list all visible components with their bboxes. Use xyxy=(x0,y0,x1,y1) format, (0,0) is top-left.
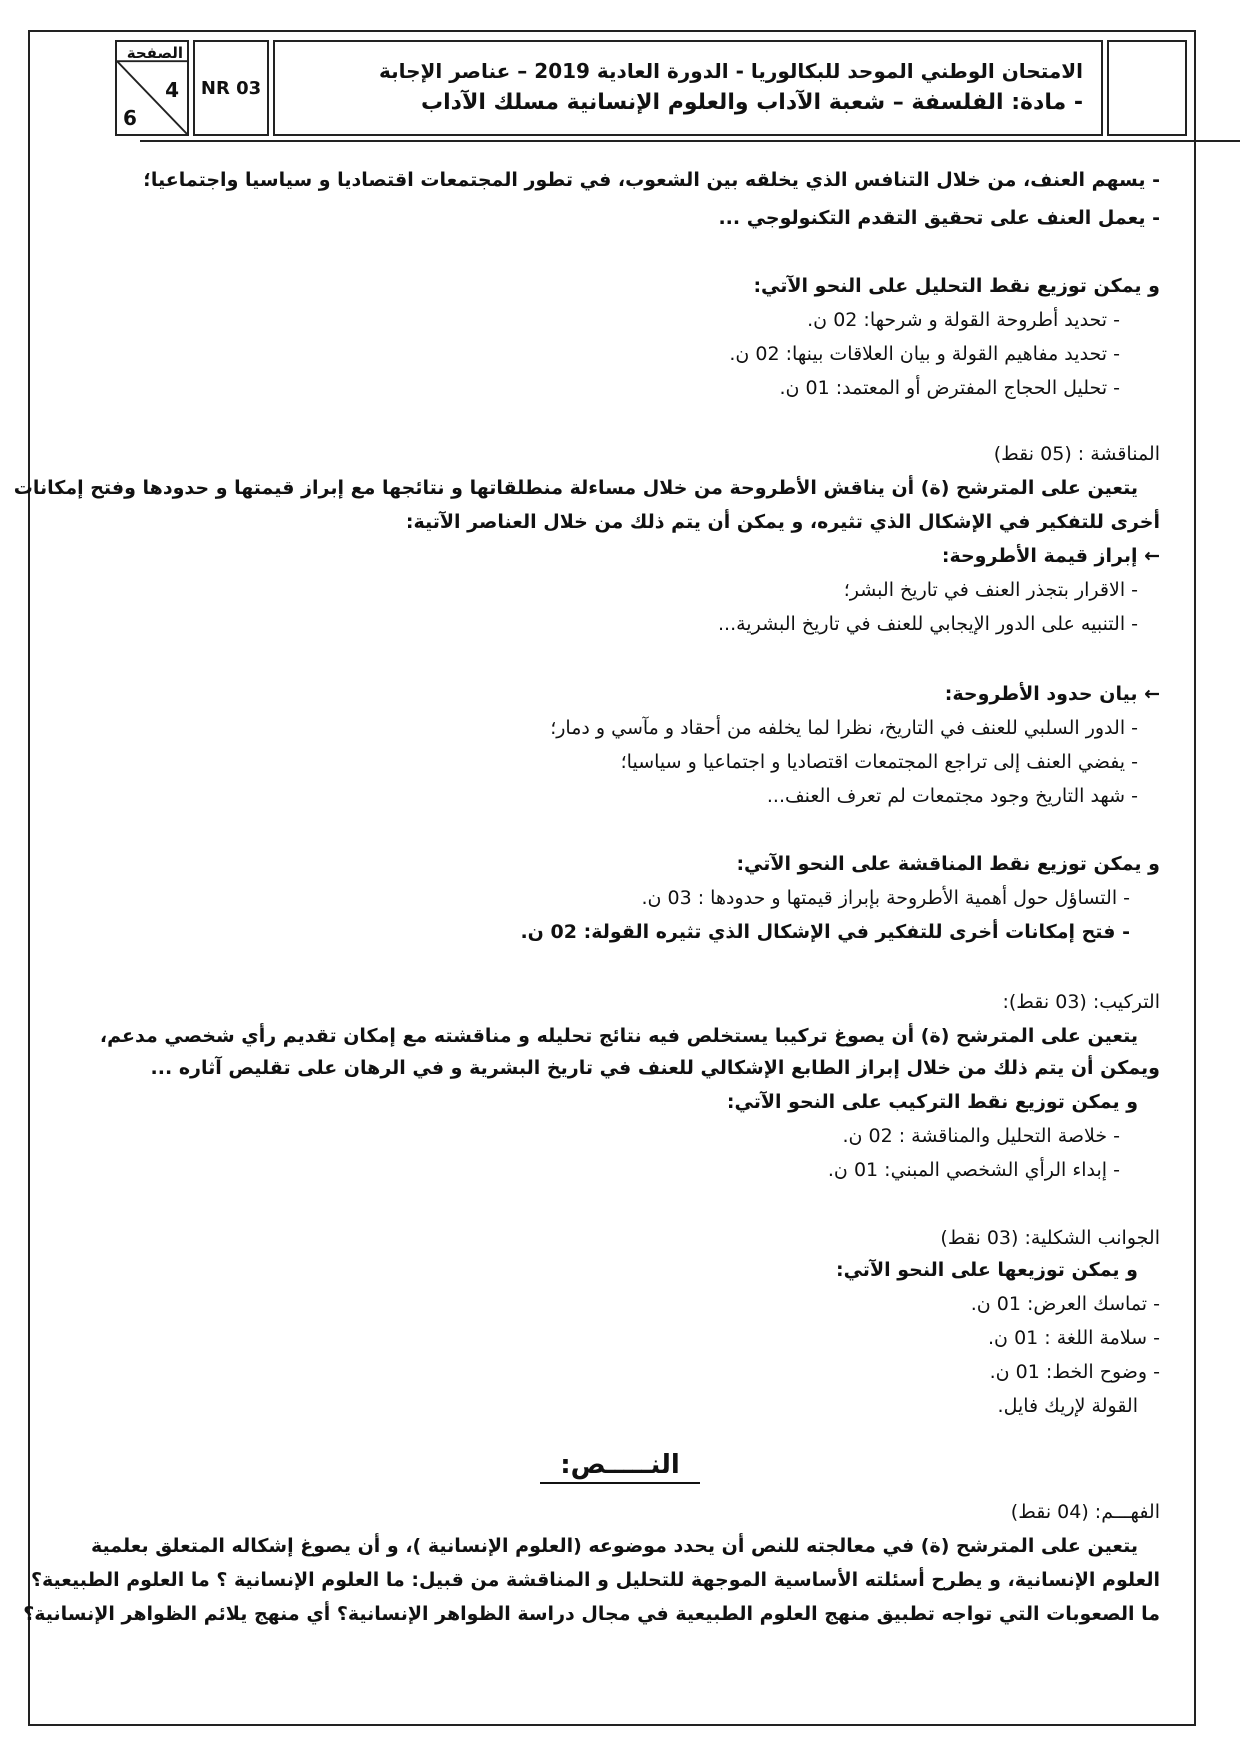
text-line: - الاقرار بتجذر العنف في تاريخ البشر؛ xyxy=(843,579,1138,601)
text-line: و يمكن توزيع نقط المناقشة على النحو الآتي: xyxy=(736,853,1160,875)
page-total: 6 xyxy=(123,106,137,130)
text-line: - تحديد مفاهيم القولة و بيان العلاقات بينها: 02 ن. xyxy=(729,343,1120,365)
text-line: يتعين على المترشح (ة) أن يصوغ تركيبا يستخلص فيه نتائج تحليله و مناقشته مع إمكان تقديم رأي شخصي مدعم، xyxy=(99,1025,1138,1047)
text-line: القولة لإريك فايل. xyxy=(997,1395,1138,1417)
text-line: ← بيان حدود الأطروحة: xyxy=(944,683,1160,705)
exam-code: NR 03 xyxy=(193,40,269,136)
text-line: و يمكن توزيع نقط التركيب على النحو الآتي: xyxy=(726,1091,1138,1113)
text-line: ويمكن أن يتم ذلك من خلال إبراز الطابع الإشكالي للعنف في تاريخ البشرية و في الرهان على تقليص آثاره ... xyxy=(150,1057,1160,1079)
exam-title: الامتحان الوطني الموحد للبكالوريا - الدورة العادية 2019 – عناصر الإجابة xyxy=(378,59,1083,83)
text-line: - تحليل الحجاج المفترض أو المعتمد: 01 ن. xyxy=(779,377,1120,399)
text-line: - تماسك العرض: 01 ن. xyxy=(970,1293,1160,1315)
text-line: يتعين على المترشح (ة) أن يناقش الأطروحة من خلال مساءلة منطلقاتها و نتائجها مع إبراز قيمتها و حدودها وفتح إمكانات xyxy=(13,477,1138,499)
text-line: العلوم الإنسانية، و يطرح أسئلته الأساسية الموجهة للتحليل و المناقشة من قبيل: ما العلوم الإنسانية ؟ ما العلوم الطبيعية؟ xyxy=(30,1569,1160,1591)
text-line: - التساؤل حول أهمية الأطروحة بإبراز قيمتها و حدودها : 03 ن. xyxy=(641,887,1130,909)
page-number-box xyxy=(115,40,189,136)
text-title-label: النـــــص: xyxy=(540,1450,700,1484)
text-line: أخرى للتفكير في الإشكال الذي تثيره، و يمكن أن يتم ذلك من خلال العناصر الآتية: xyxy=(405,511,1160,533)
exam-title-box xyxy=(273,40,1103,136)
text-line: - يعمل العنف على تحقيق التقدم التكنولوجي ... xyxy=(718,207,1160,229)
text-line: و يمكن توزيع نقط التحليل على النحو الآتي: xyxy=(753,275,1160,297)
section-heading: الفهـــم: (04 نقط) xyxy=(1010,1501,1160,1523)
section-heading: التركيب: (03 نقط): xyxy=(1002,991,1160,1013)
exam-subject: - مادة: الفلسفة – شعبة الآداب والعلوم الإنسانية مسلك الآداب xyxy=(421,90,1083,115)
text-line: - وضوح الخط: 01 ن. xyxy=(989,1361,1160,1383)
page-label: الصفحة xyxy=(126,44,183,62)
text-line: يتعين على المترشح (ة) في معالجته للنص أن يحدد موضوعه (العلوم الإنسانية )، و أن يصوغ إشكاله المتعلق بعلمية xyxy=(90,1535,1138,1557)
header-rule xyxy=(140,140,1240,142)
section-heading: المناقشة : (05 نقط) xyxy=(993,443,1160,465)
text-title xyxy=(0,1450,1240,1480)
text-line: - الدور السلبي للعنف في التاريخ، نظرا لما يخلفه من أحقاد و مآسي و دمار؛ xyxy=(550,717,1138,739)
text-line: - سلامة اللغة : 01 ن. xyxy=(988,1327,1160,1349)
text-line: - شهد التاريخ وجود مجتمعات لم تعرف العنف... xyxy=(766,785,1138,807)
text-line: - يسهم العنف، من خلال التنافس الذي يخلقه بين الشعوب، في تطور المجتمعات اقتصاديا و سياسيا واجتماعيا؛ xyxy=(143,169,1160,191)
section-heading: الجوانب الشكلية: (03 نقط) xyxy=(940,1227,1160,1249)
header-blank-cell xyxy=(1107,40,1187,136)
text-line: - فتح إمكانات أخرى للتفكير في الإشكال الذي تثيره القولة: 02 ن. xyxy=(520,921,1130,943)
text-line: - التنبيه على الدور الإيجابي للعنف في تاريخ البشرية... xyxy=(718,613,1138,635)
text-line: ما الصعوبات التي تواجه تطبيق منهج العلوم الطبيعية في مجال دراسة الظواهر الإنسانية؟ أي منهج يلائم الظواهر الإنسانية؟ xyxy=(23,1603,1160,1625)
text-line: - خلاصة التحليل والمناقشة : 02 ن. xyxy=(842,1125,1120,1147)
text-line: ← إبراز قيمة الأطروحة: xyxy=(941,545,1160,567)
text-line: - تحديد أطروحة القولة و شرحها: 02 ن. xyxy=(807,309,1120,331)
text-line: - إبداء الرأي الشخصي المبني: 01 ن. xyxy=(827,1159,1120,1181)
text-line: و يمكن توزيعها على النحو الآتي: xyxy=(835,1259,1138,1281)
text-line: - يفضي العنف إلى تراجع المجتمعات اقتصاديا و اجتماعيا و سياسيا؛ xyxy=(620,751,1138,773)
page-number: 4 xyxy=(165,78,179,102)
